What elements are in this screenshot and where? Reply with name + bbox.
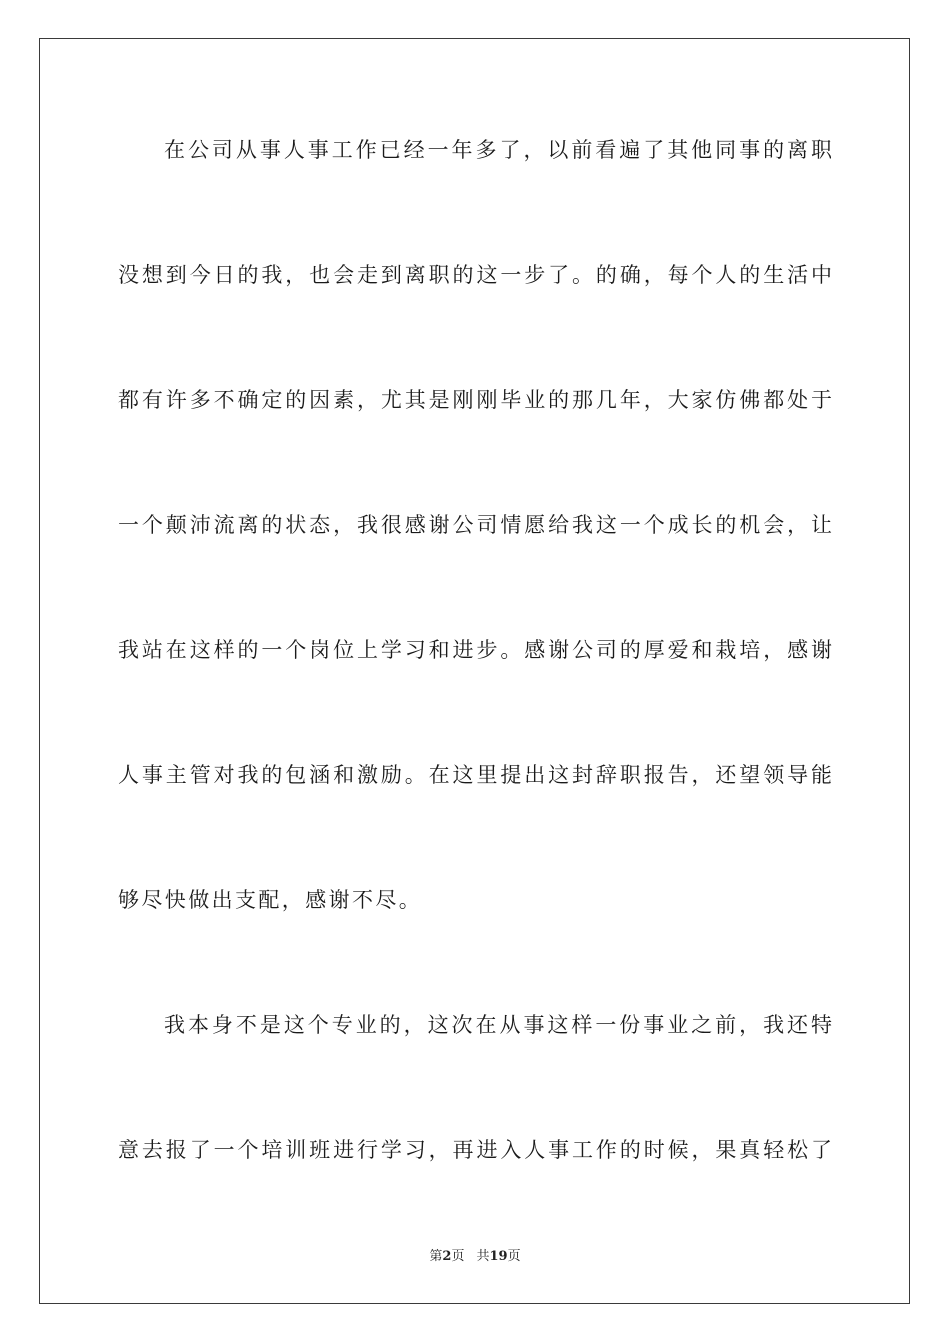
total-suffix: 页 xyxy=(507,1249,521,1264)
paragraph-2-line-1: 我本身不是这个专业的，这次在从事这样一份事业之前，我还特 xyxy=(164,1013,832,1037)
total-pages: 19 xyxy=(489,1249,508,1264)
paragraph-1-line-4: 一个颠沛流离的状态，我很感谢公司情愿给我这一个成长的机会，让 xyxy=(118,513,832,537)
page-footer xyxy=(0,1248,950,1266)
paragraph-1-line-2: 没想到今日的我，也会走到离职的这一步了。的确，每个人的生活中 xyxy=(118,263,832,287)
paragraph-1-line-6: 人事主管对我的包涵和激励。在这里提出这封辞职报告，还望领导能 xyxy=(118,763,832,787)
total-prefix: 共 xyxy=(476,1249,490,1264)
paragraph-1-line-3: 都有许多不确定的因素，尤其是刚刚毕业的那几年，大家仿佛都处于 xyxy=(118,388,832,412)
paragraph-1-line-7: 够尽快做出支配，感谢不尽。 xyxy=(118,888,423,912)
paragraph-1-line-1: 在公司从事人事工作已经一年多了，以前看遍了其他同事的离职 xyxy=(164,138,832,162)
page-prefix: 第 xyxy=(429,1249,443,1264)
paragraph-1-line-5: 我站在这样的一个岗位上学习和进步。感谢公司的厚爱和栽培，感谢 xyxy=(118,638,832,662)
page-suffix: 页 xyxy=(451,1249,465,1264)
paragraph-2-line-2: 意去报了一个培训班进行学习，再进入人事工作的时候，果真轻松了 xyxy=(118,1138,832,1162)
page-border xyxy=(39,38,910,1304)
page-number: 2 xyxy=(442,1249,452,1264)
